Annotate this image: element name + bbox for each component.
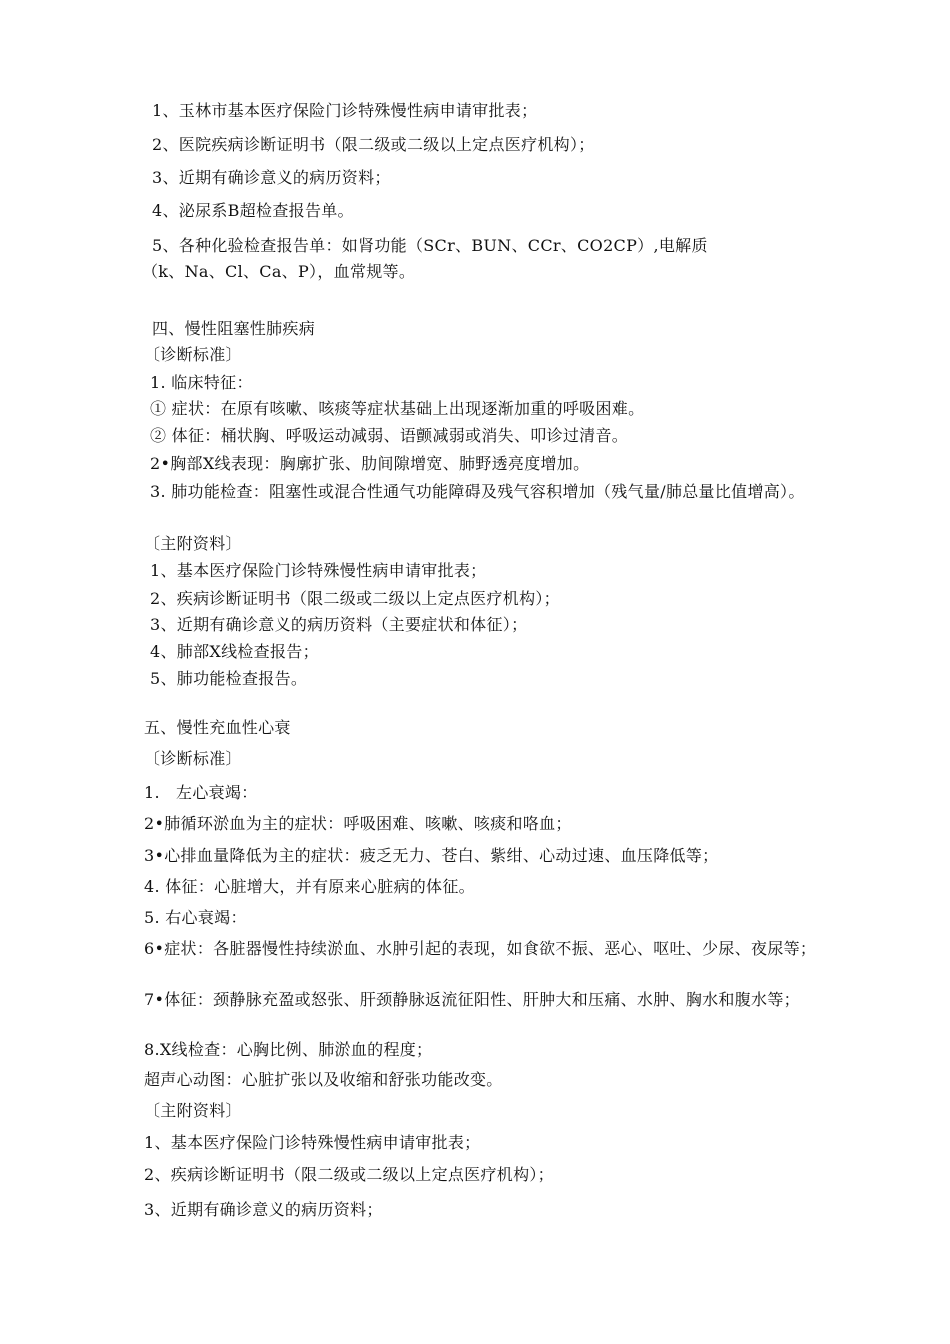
list-item: 8.X线检查：心胸比例、肺淤血的程度； — [144, 1040, 433, 1059]
list-item: ② 体征：桶状胸、呼吸运动减弱、语颤减弱或消失、叩诊过清音。 — [150, 426, 629, 445]
docs-header: 〔主附资料〕 — [144, 1101, 242, 1120]
list-item: 1、玉林市基本医疗保险门诊特殊慢性病申请审批表； — [152, 101, 538, 120]
list-item: 5、肺功能检查报告。 — [150, 669, 308, 688]
list-item: 3、近期有确诊意义的病历资料； — [144, 1200, 383, 1219]
list-item: 2•胸部X线表现：胸廓扩张、肋间隙增宽、肺野透亮度增加。 — [150, 454, 590, 473]
diag-header: 〔诊断标准〕 — [144, 345, 242, 364]
list-item: 2、医院疾病诊断证明书（限二级或二级以上定点医疗机构）； — [152, 135, 595, 154]
list-item: 3•心排血量降低为主的症状：疲乏无力、苍白、紫绀、心动过速、血压降低等； — [144, 846, 719, 865]
list-item: 6•症状：各脏器慢性持续淤血、水肿引起的表现，如食欲不振、恶心、呕吐、少尿、夜尿等； — [144, 939, 817, 958]
list-item: 2•肺循环淤血为主的症状：呼吸困难、咳嗽、咳痰和咯血； — [144, 814, 572, 833]
list-item: 3. 肺功能检查：阻塞性或混合性通气功能障碍及残气容积增加（残气量/肺总量比值增高）。 — [150, 482, 805, 501]
list-item: 2、疾病诊断证明书（限二级或二级以上定点医疗机构）； — [150, 589, 560, 608]
section-title: 五、慢性充血性心衰 — [144, 718, 291, 737]
section-title: 四、慢性阻塞性肺疾病 — [152, 319, 316, 338]
diag-header: 〔诊断标准〕 — [144, 749, 242, 768]
list-item: 1、基本医疗保险门诊特殊慢性病申请审批表； — [150, 561, 487, 580]
list-item: 7•体征：颈静脉充盈或怒张、肝颈静脉返流征阳性、肝肿大和压痛、水肿、胸水和腹水等； — [144, 990, 800, 1009]
list-item: 3、近期有确诊意义的病历资料； — [152, 168, 391, 187]
list-item: 3、近期有确诊意义的病历资料（主要症状和体征）； — [150, 615, 528, 634]
list-item: （k、Na、Cl、Ca、P），血常规等。 — [142, 262, 416, 281]
list-item: 5、各种化验检查报告单：如肾功能（SCr、BUN、CCr、CO2CP）,电解质 — [152, 236, 708, 255]
list-item: 超声心动图：心脏扩张以及收缩和舒张功能改变。 — [144, 1070, 503, 1089]
list-item: 4、肺部X线检查报告； — [150, 642, 319, 661]
list-item: ① 症状：在原有咳嗽、咳痰等症状基础上出现逐渐加重的呼吸困难。 — [150, 399, 645, 418]
list-item: 1. 临床特征： — [150, 373, 253, 392]
docs-header: 〔主附资料〕 — [144, 534, 242, 553]
list-item: 4、泌尿系B超检查报告单。 — [152, 201, 354, 220]
list-item: 5. 右心衰竭： — [144, 908, 247, 927]
list-item: 4. 体征：心脏增大，并有原来心脏病的体征。 — [144, 877, 475, 896]
list-item: 2、疾病诊断证明书（限二级或二级以上定点医疗机构）； — [144, 1165, 554, 1184]
list-item: 1. 左心衰竭： — [144, 783, 258, 802]
list-item: 1、基本医疗保险门诊特殊慢性病申请审批表； — [144, 1133, 481, 1152]
